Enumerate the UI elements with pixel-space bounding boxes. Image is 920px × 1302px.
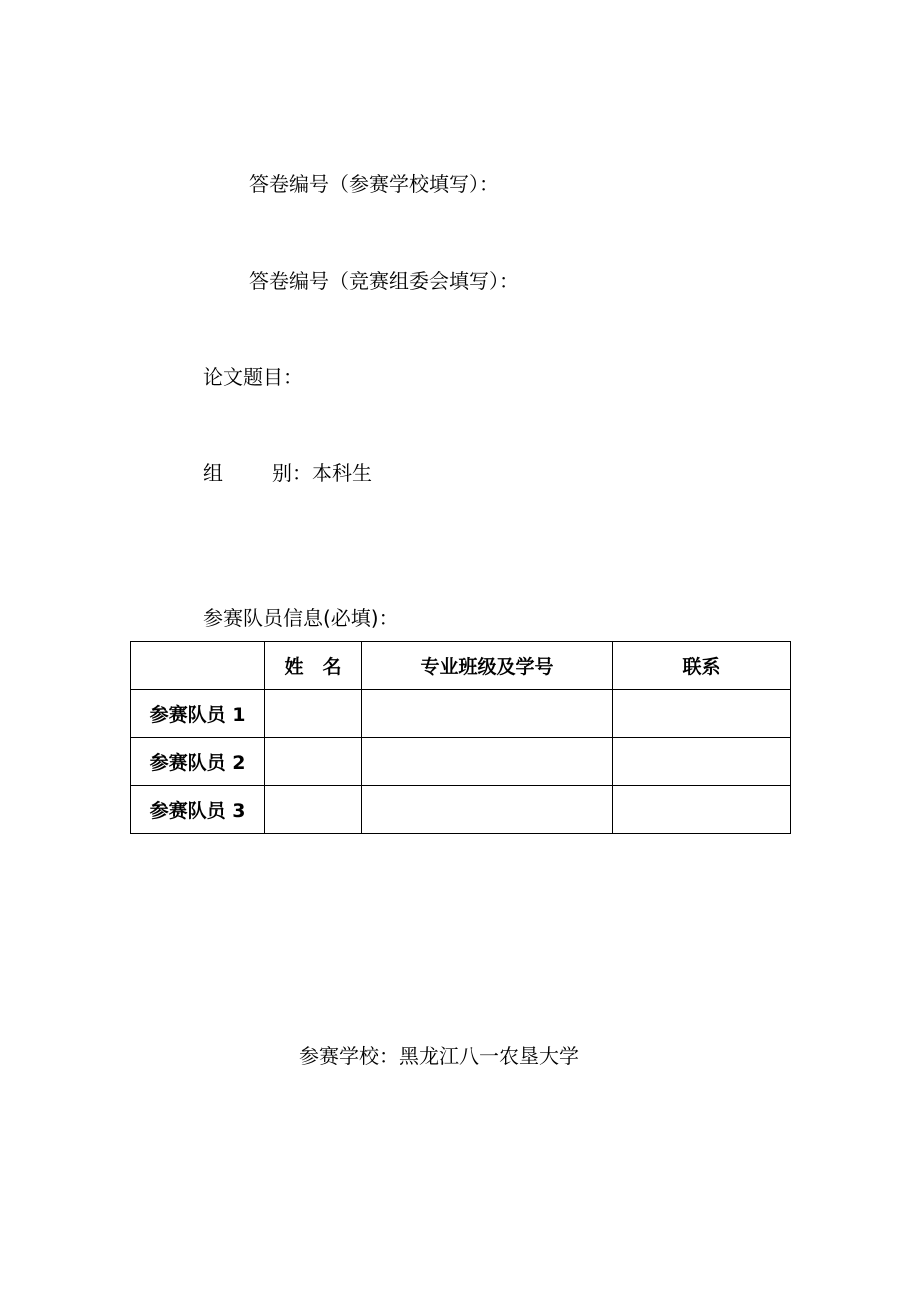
answer-sheet-number-school-label: 答卷编号（参赛学校填写）：	[249, 172, 499, 196]
major-id-cell[interactable]	[362, 738, 613, 786]
table-header-name: 姓 名	[265, 642, 362, 690]
row-label: 参赛队员 2	[131, 738, 265, 786]
group-value: 本科生	[312, 461, 372, 485]
table-header-empty	[131, 642, 265, 690]
participating-school: 参赛学校：黑龙江八一农垦大学	[299, 1044, 579, 1068]
table-row	[131, 690, 791, 738]
table-header-row	[131, 642, 791, 690]
table-row	[131, 786, 791, 834]
major-id-cell[interactable]	[362, 690, 613, 738]
contact-cell[interactable]	[613, 738, 791, 786]
name-cell[interactable]	[265, 786, 362, 834]
members-table	[130, 641, 791, 834]
contact-cell[interactable]	[613, 786, 791, 834]
name-cell[interactable]	[265, 738, 362, 786]
row-label: 参赛队员 3	[131, 786, 265, 834]
group-label-part2: 别：	[272, 461, 312, 485]
group-label-part1: 组	[203, 461, 223, 485]
table-header-major-id: 专业班级及学号	[362, 642, 613, 690]
paper-title-label: 论文题目：	[203, 365, 303, 389]
group-line	[203, 461, 372, 485]
contact-cell[interactable]	[613, 690, 791, 738]
name-cell[interactable]	[265, 690, 362, 738]
row-label: 参赛队员 1	[131, 690, 265, 738]
table-header-contact: 联系	[613, 642, 791, 690]
table-row	[131, 738, 791, 786]
answer-sheet-number-committee-label: 答卷编号（竞赛组委会填写）：	[249, 269, 519, 293]
members-info-heading: 参赛队员信息(必填)：	[203, 606, 399, 630]
major-id-cell[interactable]	[362, 786, 613, 834]
